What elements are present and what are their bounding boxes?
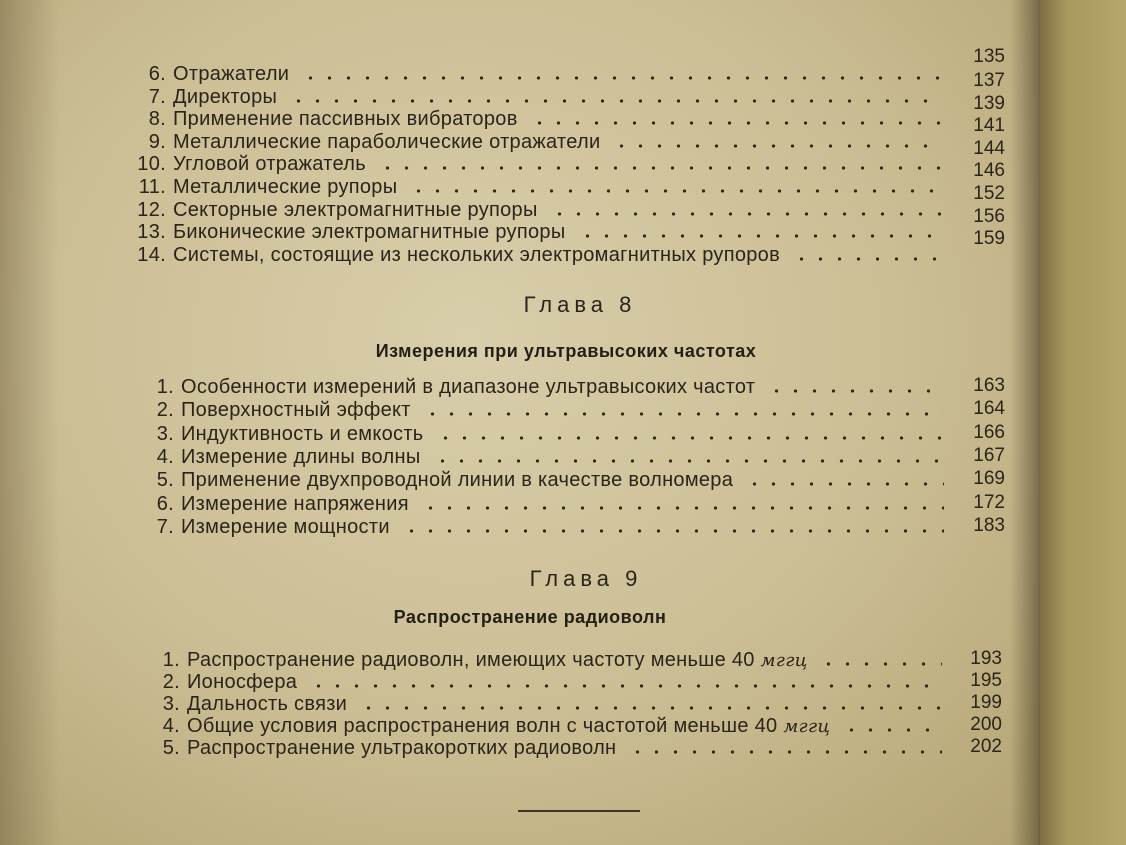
toc-entry-title-text: Особенности измерений в диапазоне ультравысоких частот [181,376,756,398]
toc-entry-title-text: Индуктивность и емкость [181,422,424,445]
toc-entry [128,130,950,154]
dot-leader [374,165,942,171]
dot-leader [608,143,942,149]
toc-entry-title [181,468,733,492]
toc-entry-title [181,375,755,399]
toc-entry-title-text: Общие условия распространения волн с частотой меньше 40 [187,715,784,737]
page-shadow [0,0,60,845]
toc-entry-number: 11. [138,176,166,198]
dot-leader [788,256,942,262]
toc-entry-title-text: Применение двухпроводной линии в качестве волномера [181,469,734,492]
toc-entry-title-text: Секторные электромагнитные рупоры [173,198,538,221]
toc-entry-title [187,692,347,716]
toc-entry-title-text: Металлические параболические отражатели [173,130,601,153]
toc-entry-number: 6. [156,492,174,515]
toc-entry-page: 156 [973,205,1005,227]
toc-entry-page: 200 [970,714,1002,735]
toc-entry-title-text: Директоры [173,85,278,108]
facing-page-edge [1040,0,1126,845]
toc-entry-number: 10. [137,153,166,176]
toc-entry-number: 1. [162,649,180,671]
chapter-8-label: Глава 8 [523,292,637,317]
toc-entry-page: 202 [970,736,1002,757]
toc-entry-page: 167 [973,444,1005,466]
toc-entry-title-text: Распространение радиоволн, имеющих частоту меньше 40 [187,649,761,671]
toc-entry [128,243,950,267]
toc-entry [146,670,950,694]
toc-entry-title [173,243,780,267]
toc-entry-number: 4. [156,445,174,468]
dot-leader [355,705,942,711]
toc-entry-title [173,198,538,222]
toc-entry-title-text: Ионосфера [187,671,298,693]
toc-entry-title-text: Отражатели [173,63,290,85]
toc-entry [128,198,950,222]
toc-entry-number: 1. [156,376,174,398]
dot-leader [429,458,944,464]
toc-entry-number: 14. [137,243,166,266]
toc-entry-title-text: Применение пассивных вибраторов [173,108,518,131]
dot-leader [419,411,944,417]
dot-leader [763,388,944,394]
end-rule [518,810,640,812]
toc-entry-number: 13. [137,221,166,244]
toc-entry-unit: мггц [783,716,831,737]
dot-leader [285,98,942,104]
toc-entry-title [173,62,289,86]
toc-entry [128,107,950,131]
page-number: 135 [973,46,1005,67]
toc-entry-title-text: Поверхностный эффект [181,399,411,422]
toc-entry-page: 195 [970,670,1002,691]
toc-entry-page: 146 [973,160,1005,182]
toc-entry [146,714,950,738]
toc-entry-number: 4. [162,715,180,737]
toc-entry-title-text: Дальность связи [187,693,348,715]
dot-leader [546,211,942,217]
toc-entry-title-text: Системы, состоящие из нескольких электромагнитных рупоров [173,243,781,266]
toc-entry-unit: мггц [760,650,808,671]
toc-entry [128,85,950,109]
toc-entry-title [173,130,600,154]
toc-entry-number: 6. [148,63,166,85]
toc-entry-number: 7. [156,515,174,538]
chapter-8-title: Измерения при ультравысоких частотах [375,341,757,361]
chapter-9-title: Распространение радиоволн [393,607,667,627]
dot-leader [398,528,944,534]
toc-entry-page: 172 [973,491,1005,513]
toc-entry-number: 8. [148,108,166,131]
toc-entry-title [173,85,277,109]
dot-leader [838,727,942,733]
toc-entry-page: 141 [973,115,1005,137]
toc-entry [146,736,950,760]
toc-entry [146,648,950,672]
toc-entry-title-text: Биконические электромагнитные рупоры [173,221,566,244]
toc-entry-title [187,670,297,694]
toc-entry [138,398,952,422]
toc-entry-page: 152 [973,183,1005,204]
toc-entry-number: 2. [162,671,180,693]
toc-entry [138,445,952,469]
dot-leader [305,683,942,689]
toc-entry-page: 199 [970,692,1002,713]
toc-entry-page: 193 [970,648,1002,669]
toc-entry-page: 144 [973,137,1005,159]
toc-entry-title [181,492,409,516]
toc-entry [128,62,950,86]
toc-entry-page: 163 [973,375,1005,396]
dot-leader [417,505,944,511]
toc-entry [138,492,952,516]
toc-entry-title [181,445,421,469]
toc-entry [138,422,952,446]
dot-leader [574,233,943,239]
toc-entry-title-text: Металлические рупоры [173,176,398,198]
dot-leader [624,749,942,755]
toc-entry [138,375,952,399]
toc-entry [128,220,950,244]
toc-entry-page: 137 [973,70,1005,91]
toc-entry [138,468,952,492]
toc-entry-page: 166 [973,421,1005,443]
toc-entry-title [181,398,411,422]
toc-entry-title [173,220,566,244]
toc-entry-title [181,422,424,446]
toc-entry-title [173,152,366,176]
toc-entry-page: 164 [973,398,1005,420]
toc-entry-number: 9. [148,130,166,153]
toc-entry-number: 3. [162,693,180,715]
toc-entry-page: 183 [973,514,1005,536]
toc-entry-page: 139 [973,92,1005,114]
toc-entry-title [173,175,397,199]
dot-leader [815,661,942,667]
chapter-9-label: Глава 9 [529,566,643,591]
toc-entry-title [181,515,390,539]
toc-entry-title-text: Распространение ультракоротких радиоволн [187,737,617,759]
toc-entry-number: 5. [156,469,174,492]
toc-entry [128,175,950,199]
toc-entry-title [187,736,616,760]
toc-entry-title-text: Угловой отражатель [173,153,366,176]
toc-entry-page: 169 [973,468,1005,490]
dot-leader [432,435,944,441]
dot-leader [741,481,944,487]
toc-entry [138,515,952,539]
toc-entry-number: 2. [156,399,174,422]
dot-leader [405,188,942,194]
toc-entry-title-text: Измерение мощности [181,515,390,538]
toc-entry-number: 12. [137,198,166,221]
toc-entry-title [173,107,518,131]
toc-entry-page: 159 [973,228,1005,250]
toc-entry-number: 5. [162,737,180,759]
dot-leader [526,120,942,126]
toc-entry-title-text: Измерение напряжения [181,492,409,515]
dot-leader [297,75,942,81]
toc-entry-number: 7. [148,85,166,108]
toc-entry [128,152,950,176]
toc-entry [146,692,950,716]
toc-entry-title-text: Измерение длины волны [181,445,421,468]
toc-entry-number: 3. [156,422,174,445]
